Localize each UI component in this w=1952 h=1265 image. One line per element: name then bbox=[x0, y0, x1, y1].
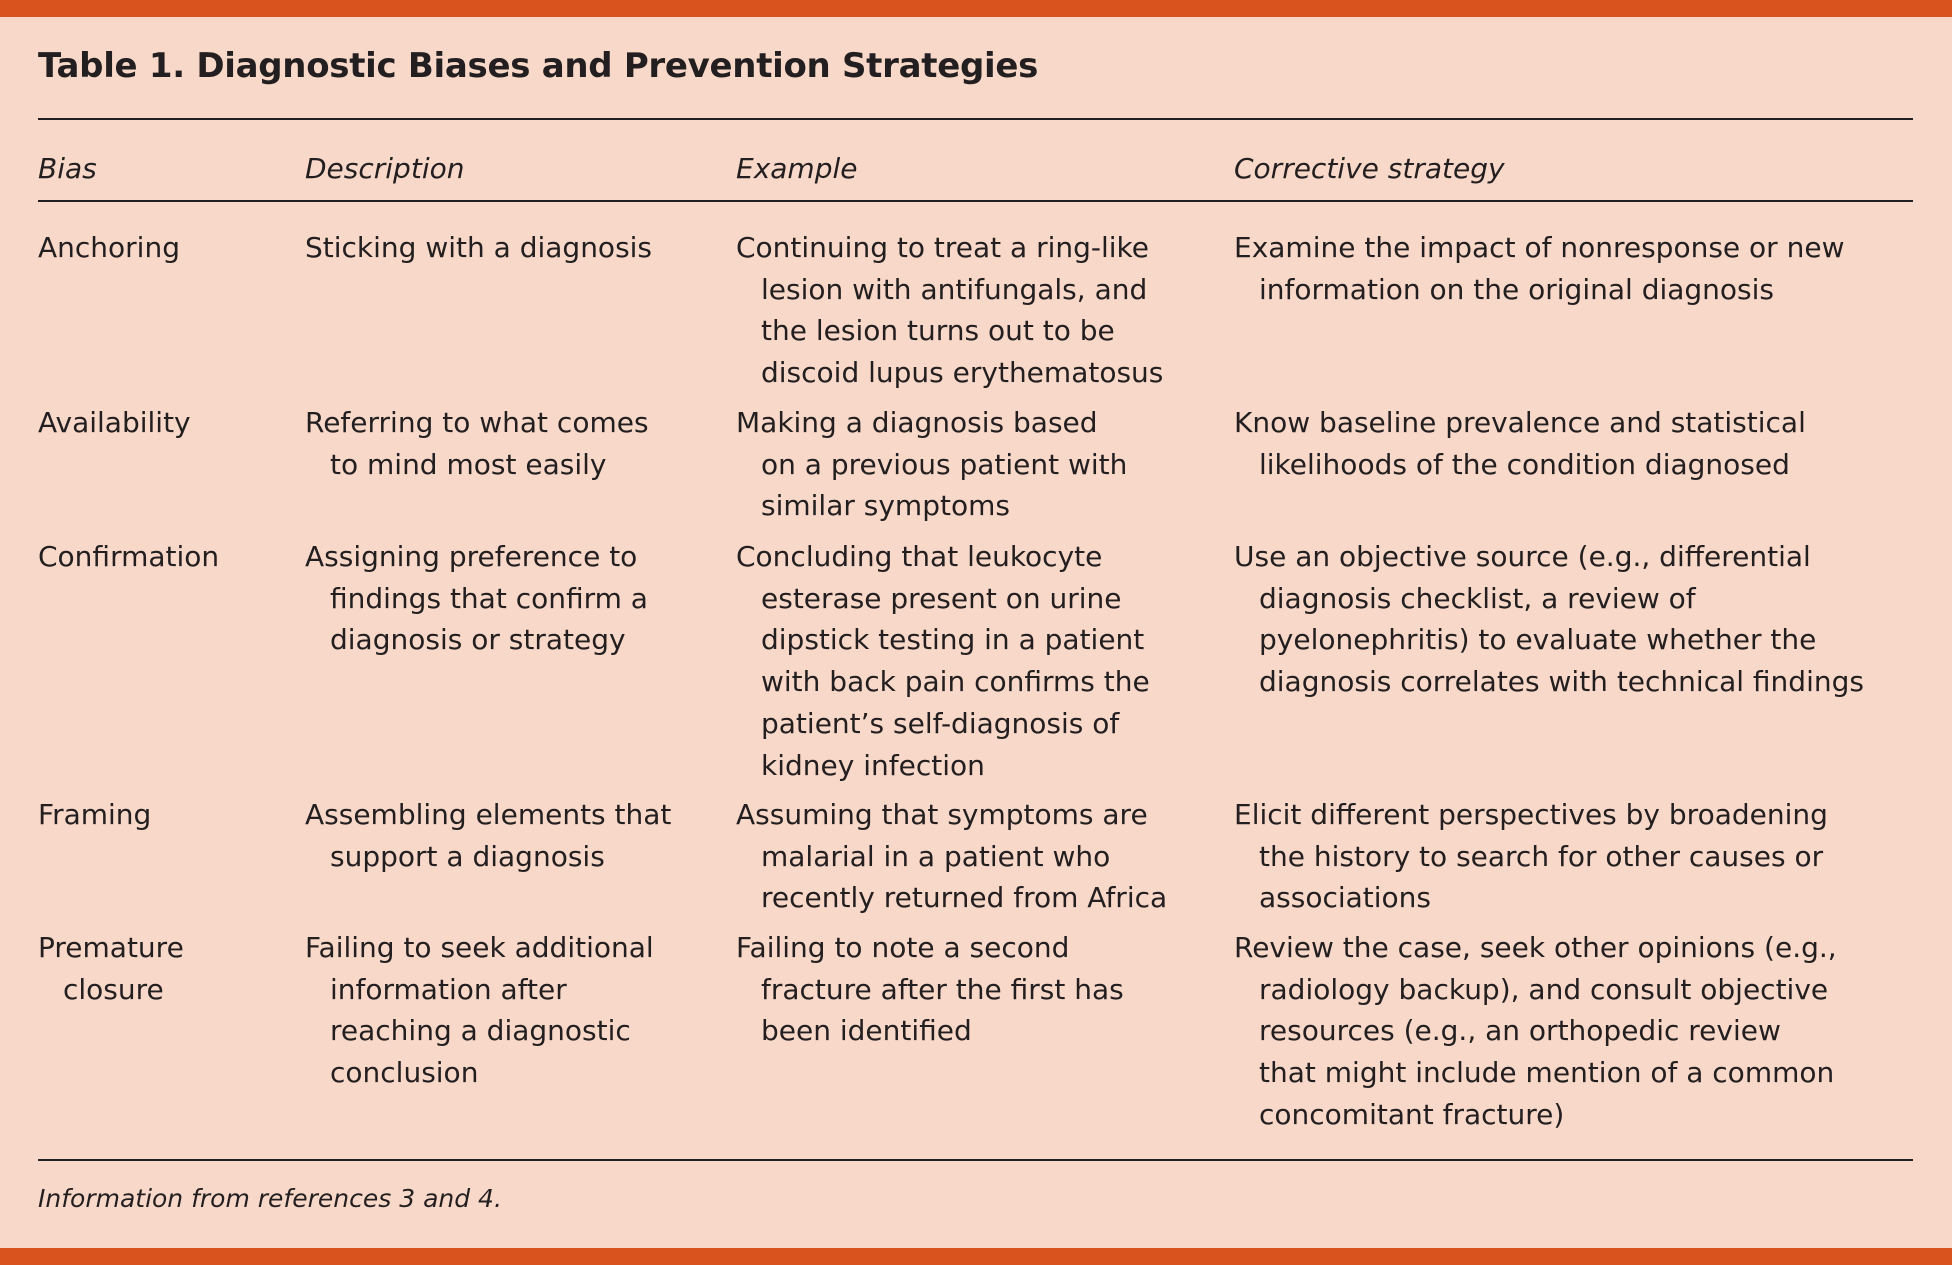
column-header-description: Description bbox=[305, 152, 465, 185]
cell-strategy bbox=[1234, 402, 1806, 485]
cell-description bbox=[305, 794, 671, 877]
cell-example bbox=[736, 536, 1150, 786]
bottom-rule bbox=[38, 1159, 1913, 1161]
cell-line: closure bbox=[63, 972, 164, 1006]
cell-strategy bbox=[1234, 227, 1844, 310]
cell-line: diagnosis or strategy bbox=[330, 623, 626, 657]
bottom-accent-bar bbox=[0, 1248, 1952, 1265]
cell-line: similar symptoms bbox=[761, 489, 1010, 523]
cell-line: that might include mention of a common bbox=[1259, 1056, 1835, 1090]
cell-line: Assuming that symptoms are bbox=[736, 798, 1148, 831]
cell-line: diagnosis checklist, a review of bbox=[1259, 581, 1696, 615]
cell-line: kidney infection bbox=[761, 748, 985, 782]
cell-line: resources (e.g., an orthopedic review bbox=[1259, 1014, 1781, 1048]
column-header-bias: Bias bbox=[38, 152, 97, 185]
table-title: Table 1. Diagnostic Biases and Prevention Strategies bbox=[38, 46, 1039, 86]
cell-line: Use an objective source (e.g., differential bbox=[1234, 540, 1811, 573]
header-rule bbox=[38, 200, 1913, 202]
cell-line: Premature bbox=[38, 931, 184, 964]
cell-line: Availability bbox=[38, 406, 191, 439]
cell-line: been identified bbox=[761, 1014, 972, 1048]
cell-line: with back pain confirms the bbox=[761, 665, 1150, 699]
cell-line: recently returned from Africa bbox=[761, 881, 1168, 915]
cell-line: pyelonephritis) to evaluate whether the bbox=[1259, 623, 1817, 657]
cell-line: Failing to seek additional bbox=[305, 931, 654, 964]
cell-description bbox=[305, 536, 648, 661]
cell-line: on a previous patient with bbox=[761, 447, 1128, 481]
column-header-strategy: Corrective strategy bbox=[1234, 152, 1505, 185]
cell-line: lesion with antifungals, and bbox=[761, 272, 1148, 306]
cell-line: Examine the impact of nonresponse or new bbox=[1234, 231, 1845, 264]
cell-strategy bbox=[1234, 794, 1828, 919]
cell-line: Know baseline prevalence and statistical bbox=[1234, 406, 1806, 439]
cell-line: concomitant fracture) bbox=[1259, 1097, 1565, 1131]
top-accent-bar bbox=[0, 0, 1952, 17]
cell-line: associations bbox=[1259, 881, 1432, 915]
cell-line: conclusion bbox=[330, 1056, 479, 1090]
cell-line: malarial in a patient who bbox=[761, 839, 1111, 873]
cell-line: Assembling elements that bbox=[305, 798, 672, 831]
cell-line: discoid lupus erythematosus bbox=[761, 356, 1164, 390]
cell-line: Making a diagnosis based bbox=[736, 406, 1098, 439]
cell-line: to mind most easily bbox=[330, 447, 607, 481]
cell-line: Continuing to treat a ring-like bbox=[736, 231, 1149, 264]
cell-line: Elicit different perspectives by broadening bbox=[1234, 798, 1828, 831]
cell-bias bbox=[38, 794, 151, 836]
cell-strategy bbox=[1234, 927, 1837, 1136]
cell-line: reaching a diagnostic bbox=[330, 1014, 631, 1048]
cell-line: information on the original diagnosis bbox=[1259, 272, 1775, 306]
cell-line: support a diagnosis bbox=[330, 839, 605, 873]
cell-line: Assigning preference to bbox=[305, 540, 638, 573]
cell-line: fracture after the first has bbox=[761, 972, 1124, 1006]
cell-example bbox=[736, 794, 1167, 919]
cell-line: likelihoods of the condition diagnosed bbox=[1259, 447, 1790, 481]
cell-bias bbox=[38, 536, 219, 578]
cell-line: Concluding that leukocyte bbox=[736, 540, 1103, 573]
cell-example bbox=[736, 402, 1127, 527]
top-rule bbox=[38, 118, 1913, 120]
cell-description bbox=[305, 227, 652, 269]
cell-example bbox=[736, 927, 1124, 1052]
cell-bias bbox=[38, 927, 184, 1010]
cell-strategy bbox=[1234, 536, 1864, 703]
column-header-example: Example bbox=[736, 152, 858, 185]
cell-bias bbox=[38, 402, 191, 444]
cell-line: Anchoring bbox=[38, 231, 180, 264]
cell-bias bbox=[38, 227, 180, 269]
cell-line: Confirmation bbox=[38, 540, 220, 573]
cell-line: Failing to note a second bbox=[736, 931, 1070, 964]
cell-description bbox=[305, 927, 654, 1094]
cell-line: esterase present on urine bbox=[761, 581, 1122, 615]
cell-line: patient’s self-diagnosis of bbox=[761, 706, 1120, 740]
cell-example bbox=[736, 227, 1163, 394]
cell-line: Framing bbox=[38, 798, 152, 831]
cell-line: dipstick testing in a patient bbox=[761, 623, 1145, 657]
cell-description bbox=[305, 402, 649, 485]
cell-line: Referring to what comes bbox=[305, 406, 649, 439]
cell-line: findings that confirm a bbox=[330, 581, 648, 615]
cell-line: diagnosis correlates with technical findings bbox=[1259, 665, 1864, 699]
cell-line: the lesion turns out to be bbox=[761, 314, 1115, 348]
footnote: Information from references 3 and 4. bbox=[38, 1184, 502, 1213]
cell-line: the history to search for other causes or bbox=[1259, 839, 1824, 873]
cell-line: radiology backup), and consult objective bbox=[1259, 972, 1829, 1006]
cell-line: Sticking with a diagnosis bbox=[305, 231, 653, 264]
cell-line: Review the case, seek other opinions (e.g., bbox=[1234, 931, 1837, 964]
cell-line: information after bbox=[330, 972, 567, 1006]
